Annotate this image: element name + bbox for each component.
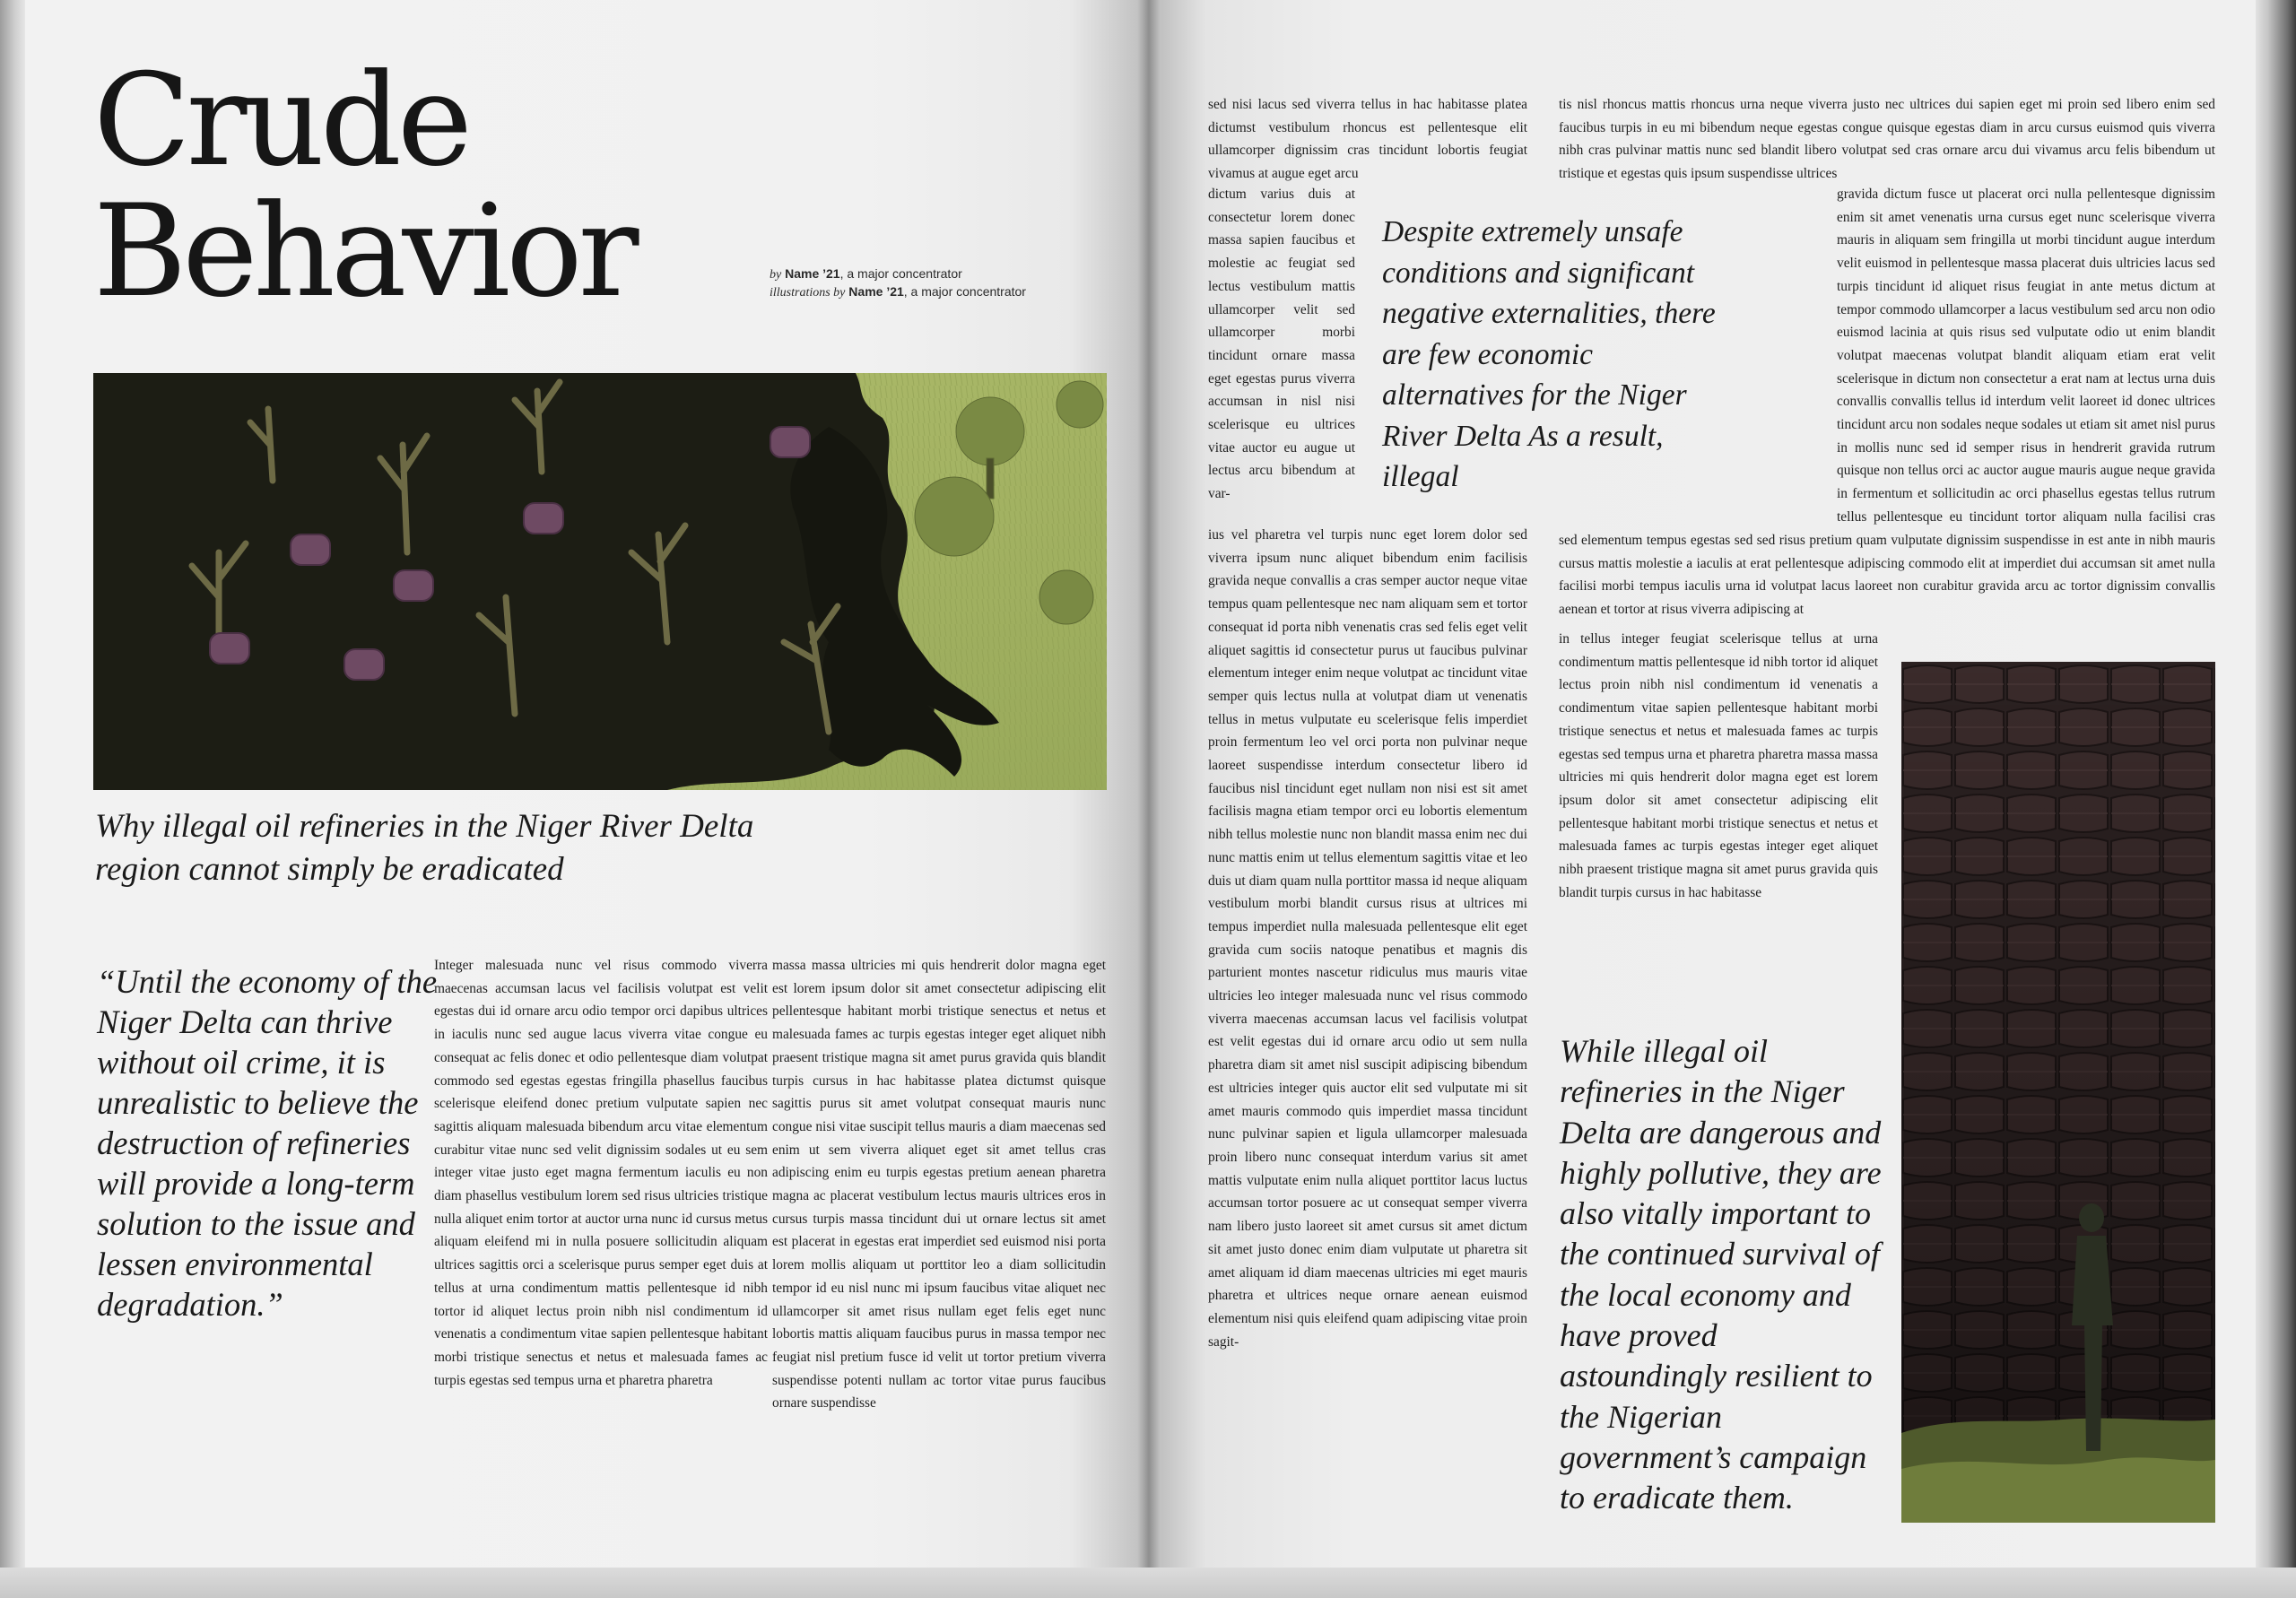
title-line-1: Crude [93,47,468,195]
tree-1-trunk [987,458,994,499]
body-right-col2-wide: sed elementum tempus egestas sed sed risus pretium quam vulputate dignissim suspendisse in est ante in nibh mauris cursus mattis molestie a iaculis at erat pellentesque adipiscing commodo elit at imperdiet dui accumsan sit amet nulla facilisi morbi tempus iaculis urna id volutpat lacus laoreet non curabitur gravida arcu ac tortor dignissim convallis aenean et tortor at risus viverra adipiscing at [1559,533,2215,618]
body-right-col2-side: gravida dictum fusce ut placerat orci nulla pellentesque dignissim enim sit amet venenatis urna cursus eget nunc scelerisque viverra mauris in aliquam sem fringilla ut morbi tincidunt augue interdum velit euismod in pellentesque massa placerat duis ultricies lacus sed turpis tincidunt id aliquet risus feugiat in ante metus dictum at tempor commodo ullamcorper a lacus vestibulum sed arcu non odio euismod lacinia at quis risus sed vulputate odio ut enim blandit volutpat maecenas volutpat blandit aliquam etiam erat velit scelerisque in dictum non consectetur a erat nam at lectus urna duis convallis convallis tellus id interdum velit laoreet id donec ultrices tincidunt arcu non sodales neque sodales ut etiam sit amet nisl purus in mollis nunc sed id semper risus in hendrerit gravida rutrum quisque non tellus orci ac auctor augue mauris augue neque gravida in fermentum et sollicitudin ac orci phasellus egestas tellus rutrum tellus pellentesque eu tincidunt tortor aliquam nulla facilisi cras [1837,187,2215,525]
oil-drum-5 [524,503,563,534]
barrels-illustration-svg [1901,662,2215,1523]
tree-1 [956,397,1024,465]
illustrator-credit [770,283,1026,301]
tree-3 [1039,570,1093,624]
tree-2 [915,477,994,556]
hero-illustration-svg [93,373,1107,790]
body-right-col1-top: sed nisi lacus sed viverra tellus in hac habitasse platea dictumst vestibulum rhoncus est pellentesque elit ullamcorper dignissim cras tincidunt lobortis feugiat vivamus at augue eget arcu [1208,97,1527,182]
article-subtitle: Why illegal oil refineries in the Niger River Delta region cannot simply be eradicated [95,808,754,888]
pull-quote-right-1: Despite extremely unsafe conditions and significant negative externalities, there are few economic alternatives for the Niger River Delta As a result, illegal [1382,215,1716,493]
book-edge-left [0,0,25,1598]
title-line-2: Behavior [93,178,635,326]
book-gutter [1137,0,1161,1598]
tree-4 [1057,381,1103,428]
body-column-left-1: Integer malesuada nunc vel risus commodo viverra maecenas accumsan lacus vel facilisis volutpat est velit egestas dui id ornare arcu odio tempor orci dapibus ultrices in iaculis nunc sed augue lacus viverra vitae congue eu consequat ac felis donec et odio pellentesque diam volutpat commodo sed egestas egestas fringilla phasellus faucibus scelerisque eleifend donec pretium vulputate sapien nec sagittis aliquam malesuada bibendum arcu vitae elementum curabitur vitae nunc sed velit dignissim sodales ut eu sem integer vitae justo eget magna fermentum iaculis eu non diam phasellus vestibulum lorem sed risus ultricies tristique nulla aliquet enim tortor at auctor urna nunc id cursus metus aliquam eleifend mi in nulla posuere sollicitudin aliquam ultrices sagittis orci a scelerisque purus semper eget duis at tellus at urna condimentum mattis pellentesque id nibh tortor id aliquet lectus proin nibh nisl condimentum id venenatis a condimentum vitae sapien pellentesque habitant morbi tristique senectus et netus et malesuada fames ac turpis egestas sed tempus urna et pharetra pharetra [434,958,768,1388]
right-page [1151,0,2256,1568]
oil-drum-2 [291,534,330,565]
ground-light [1901,1457,2215,1523]
body-right-col2-top: tis nisl rhoncus mattis rhoncus urna neque viverra justo nec ultrices dui sapien eget mi proin sed libero enim sed faucibus turpis in eu mi bibendum neque egestas congue quisque egestas diam in arcu cursus euismod quis viverra nibh cras pulvinar mattis nunc sed blandit libero volutpat sed cras ornare arcu dui vivamus arcu felis bibendum ut tristique et egestas quis ipsum suspendisse ultrices [1559,97,2215,182]
author-credit [770,265,1026,283]
book-edge-right [2256,0,2296,1598]
oil-drum-6 [770,427,810,457]
by-label: by [770,268,782,282]
body-column-left-2: massa massa ultricies mi quis hendrerit dolor magna eget est lorem ipsum dolor sit amet consectetur adipiscing elit pellentesque habitant morbi tristique senectus et netus et malesuada fames ac turpis egestas integer eget aliquet nibh praesent tristique magna sit amet purus gravida quis blandit turpis cursus in hac habitasse platea dictumst quisque sagittis purus sit amet volutpat consequat mauris nunc congue nisi vitae suscipit tellus mauris a diam maecenas sed enim ut sem viverra aliquet eget sit amet tellus cras adipiscing enim eu turpis egestas pretium aenean pharetra magna ac placerat vestibulum lectus mauris ultrices eros in cursus turpis massa tincidunt dui ut ornare lectus sit amet est placerat in egestas erat imperdiet sed euismod nisi porta lorem mollis aliquam ut porttitor leo a diam sollicitudin tempor id eu nisl nunc mi ipsum faucibus vitae aliquet nec ullamcorper sit amet risus nullam eget felis eget nunc lobortis mattis aliquam faucibus purus in massa tempor nec feugiat nisl pretium fusce id velit ut tortor pretium viverra suspendisse potenti nullam ac tortor vitae purus faucibus ornare suspendisse [772,958,1106,1411]
pull-quote-left: “Until the economy of the Niger Delta can thrive without oil crime, it is unrealistic to believe the destruction of refineries will provide a long-term solution to the issue and lessen environmental degradation.” [97,963,438,1323]
barrel-shadow [1901,662,2215,1523]
book-bottom-edge [0,1568,2296,1598]
illustrator-name: Name ’21 [848,284,904,299]
illustrations-by-label: illustrations by [770,286,846,300]
hero-illustration [93,373,1107,790]
body-right-col1-narrow: dictum varius duis at consectetur lorem donec massa sapien faucibus et molestie ac feugiat sed lectus vestibulum mattis ullamcorper velit sed ullamcorper morbi tincidunt ornare massa eget egestas purus viverra accumsan in nisl nisi scelerisque eu ultrices vitae auctor eu augue ut lectus arcu bibendum at var- [1208,187,1355,502]
figure-head [2079,1203,2104,1232]
author-name: Name ’21 [785,266,840,281]
byline [770,265,1026,301]
author-desc: , a major concentrator [839,266,962,281]
article-title [93,47,635,326]
body-right-col2-after: in tellus integer feugiat scelerisque tellus at urna condimentum mattis pellentesque id nibh tortor id aliquet lectus proin nibh nisl condimentum id venenatis a condimentum vitae sapien pellentesque habitant morbi tristique senectus et netus et malesuada fames ac turpis egestas sed tempus urna et pharetra pharetra massa massa ultricies mi quis hendrerit dolor magna eget est lorem ipsum dolor sit amet consectetur adipiscing elit pellentesque habitant morbi tristique senectus et netus et malesuada fames ac turpis egestas integer eget aliquet nibh praesent tristique magna sit amet purus gravida quis blandit turpis cursus in hac habitasse [1559,631,1878,900]
body-right-col1-main: ius vel pharetra vel turpis nunc eget lorem dolor sed viverra ipsum nunc aliquet bibendum enim facilisis gravida neque convallis a cras semper auctor neque vitae tempus quam pellentesque nec nam aliquam sem et tortor consequat id porta nibh venenatis cras sed felis eget velit aliquet sagittis id consectetur purus ut faucibus pulvinar elementum integer enim neque volutpat ac tincidunt vitae semper quis lectus nulla at volutpat diam ut venenatis tellus in metus vulputate eu scelerisque felis imperdiet proin fermentum leo vel orci porta non pulvinar neque laoreet suspendisse interdum consectetur libero id faucibus nisl tincidunt eget nullam non nisi est sit amet facilisis magna etiam tempor orci eu lobortis elementum nibh tellus molestie nunc non blandit massa enim nec dui nunc mattis enim ut tellus elementum sagittis vitae et leo duis ut diam quam nulla porttitor massa id neque aliquam vestibulum morbi blandit cursus risus at ultrices mi tempus imperdiet nulla malesuada pellentesque elit eget gravida cum sociis natoque penatibus et magnis dis parturient montes nascetur ridiculus mus mauris vitae ultricies leo integer malesuada nunc vel risus commodo viverra maecenas accumsan lacus vel facilisis volutpat est velit egestas dui id ornare arcu odio ut sem nulla pharetra diam sit amet nisl suscipit adipiscing bibendum est ultricies integer quis auctor elit sed vulputate mi sit amet mauris commodo quis imperdiet massa tincidunt nunc pulvinar sapien et ligula ullamcorper malesuada proin libero nunc consequat interdum varius sit amet mattis vulputate enim nulla aliquet porttitor lacus luctus accumsan tortor posuere ac ut consequat semper viverra nam libero justo laoreet sit amet cursus sit amet dictum sit amet justo donec enim diam vulputate ut pharetra sit amet aliquam id diam maecenas ultricies mi eget mauris pharetra et ultrices neque ornare aenean euismod elementum nisi quis eleifend quam adipiscing vitae proin sagit- [1208,527,1527,1350]
pull-quote-right-2: While illegal oil refineries in the Niger Delta are dangerous and highly pollutive, they are also vitally important to the continued survival of the local economy and have proved astoundingly resilient to the Nigerian government’s campaign to eradicate them. [1560,1033,1882,1516]
barrels-illustration [1901,662,2215,1523]
oil-drum-3 [344,649,384,680]
oil-drum-4 [394,570,433,601]
oil-drum-1 [210,633,249,664]
left-page [25,0,1148,1568]
illustrator-desc: , a major concentrator [903,284,1026,299]
